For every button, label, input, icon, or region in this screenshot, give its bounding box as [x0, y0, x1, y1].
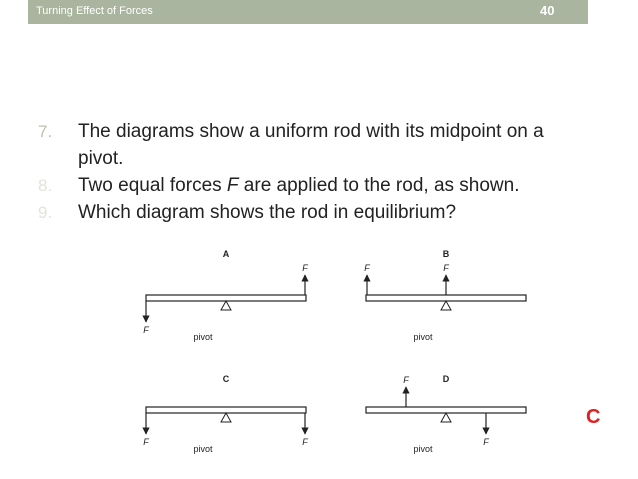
- question-number: 7.: [38, 122, 53, 141]
- pivot-triangle: [441, 301, 451, 310]
- slide-title: Turning Effect of Forces: [36, 5, 153, 17]
- pivot-label: pivot: [413, 444, 433, 454]
- answer-label: C: [586, 406, 601, 428]
- diagram-c: [143, 374, 308, 454]
- force-label: F: [143, 325, 149, 335]
- force-label: F: [483, 437, 489, 447]
- pivot-label: pivot: [193, 444, 213, 454]
- force-variable: F: [226, 175, 239, 196]
- force-label: F: [403, 375, 409, 385]
- slide-number: 40: [540, 3, 555, 18]
- pivot-label: pivot: [193, 332, 213, 342]
- force-label: F: [302, 263, 308, 273]
- diagram-label: B: [442, 249, 450, 259]
- question-line-text: Two equal forces: [78, 175, 227, 196]
- question-line-text: Which diagram shows the rod in equilibrium?: [78, 202, 457, 223]
- diagram-label: A: [222, 249, 230, 259]
- question-number: 9.: [38, 203, 53, 222]
- force-label: F: [302, 437, 308, 447]
- pivot-triangle: [221, 413, 231, 422]
- pivot-triangle: [221, 301, 231, 310]
- question-number: 8.: [38, 176, 53, 195]
- diagram-a: [143, 249, 308, 342]
- question-line-text: are applied to the rod, as shown.: [238, 175, 520, 196]
- question-line-text: pivot.: [78, 148, 124, 169]
- diagram-d: [366, 374, 526, 454]
- force-label: F: [443, 263, 449, 273]
- force-label: F: [143, 437, 149, 447]
- diagram-label: C: [222, 374, 230, 384]
- force-label: F: [364, 263, 370, 273]
- diagram-b: [364, 249, 526, 342]
- diagram-label: D: [442, 374, 450, 384]
- question-line-text: The diagrams show a uniform rod with its midpoint on a: [78, 121, 544, 142]
- pivot-label: pivot: [413, 332, 433, 342]
- pivot-triangle: [441, 413, 451, 422]
